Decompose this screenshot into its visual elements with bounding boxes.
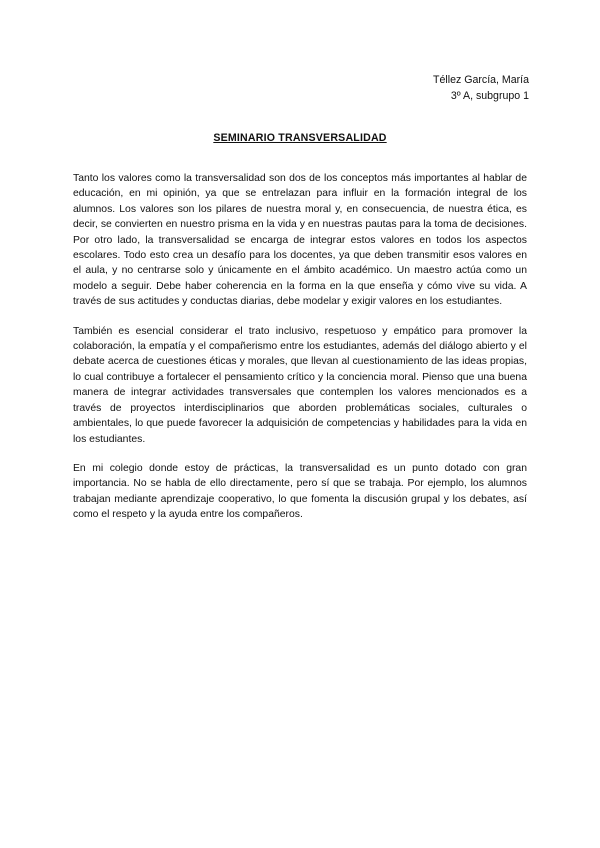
author-name: Téllez García, María	[433, 74, 529, 86]
paragraph-2: También es esencial considerar el trato inclusivo, respetuoso y empático para promover la colaboración, la empatía y el compañerismo entre los estudiantes, además del diálogo abierto y el debate acerca de cuestiones éticas y morales, que llevan al cuestionamiento de las ideas propias, lo cual contribuye a fortalecer el pensamiento crítico y la conciencia moral. Pienso que una buena manera de integrar actividades transversales que contemplen los valores mencionados es a través de proyectos interdisciplinarios que aborden problemáticas sociales, culturales o ambientales, lo que puede favorecer la adquisición de competencias y habilidades para la vida en los estudiantes.	[73, 325, 527, 445]
document-body	[73, 171, 527, 537]
author-block	[433, 72, 529, 104]
paragraph-3: En mi colegio donde estoy de prácticas, la transversalidad es un punto dotado con gran importancia. No se habla de ello directamente, pero sí que se trabaja. Por ejemplo, los alumnos trabajan mediante aprendizaje cooperativo, lo que fomenta la discusión grupal y los debates, así como el respeto y la ayuda entre los compañeros.	[73, 462, 527, 521]
author-group: 3º A, subgrupo 1	[450, 90, 529, 102]
document-title: SEMINARIO TRANSVERSALIDAD	[213, 132, 387, 144]
paragraph-1: Tanto los valores como la transversalidad son dos de los conceptos más importantes al hablar de educación, en mi opinión, ya que se entrelazan para influir en la formación integral de los alumnos. Los valores son los pilares de nuestra moral y, en consecuencia, de nuestra ética, es decir, se convierten en nuestro prisma en la vida y en nuestras pautas para la toma de decisiones. Por otro lado, la transversalidad se encarga de integrar estos valores en todos los aspectos escolares. Todo esto crea un desafío para los docentes, ya que deben transmitir esos valores en el aula, y no centrarse solo y únicamente en el ámbito académico. Un maestro actúa como un modelo a seguir. Debe haber coherencia en la forma en la que enseña y cómo vive su vida. A través de sus actitudes y conductas diarias, debe modelar y exigir valores en los estudiantes.	[73, 173, 527, 308]
